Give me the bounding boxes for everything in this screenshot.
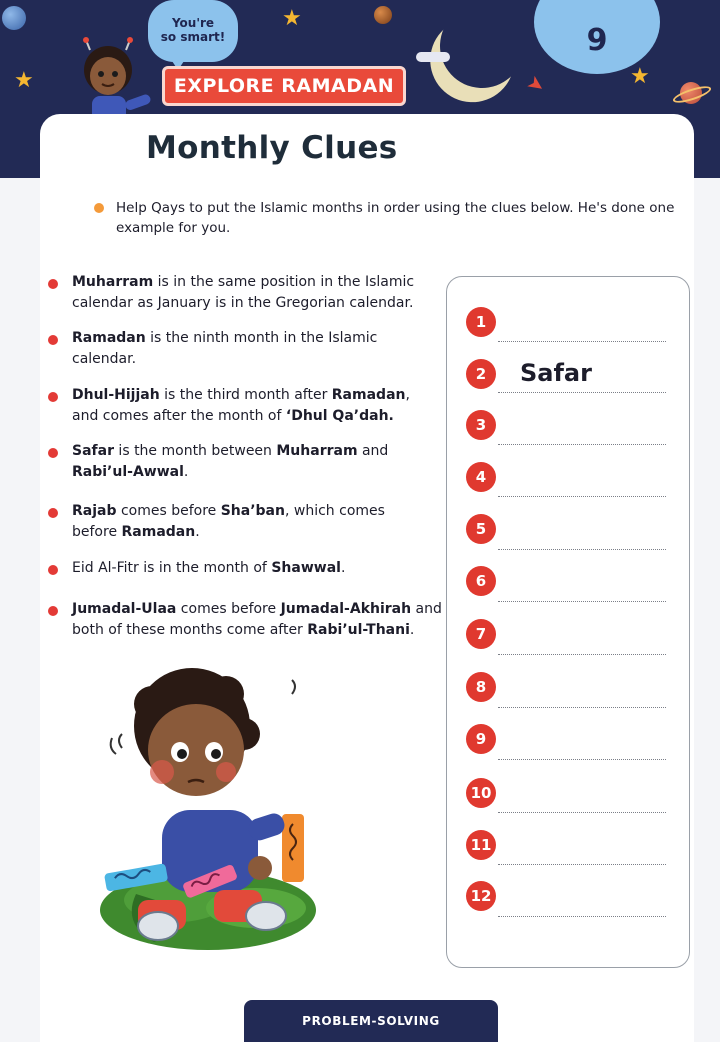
- rocket-icon: ➤: [522, 69, 551, 99]
- bullet-icon: [48, 508, 58, 518]
- clue-text: .: [409, 622, 415, 638]
- clue-keyword: Ramadan: [72, 330, 146, 346]
- clue-text: , and comes after the month of: [72, 387, 410, 424]
- bullet-icon: [48, 606, 58, 616]
- cloud-icon: [416, 52, 450, 62]
- answer-number-badge: 9: [466, 724, 496, 754]
- clue-keyword: ‘Dhul Qa’dah.: [285, 408, 394, 424]
- answer-number-badge: 8: [466, 672, 496, 702]
- clue-keyword: Jumadal-Ulaa: [72, 601, 177, 617]
- answer-line-5[interactable]: [498, 549, 666, 550]
- clue-keyword: Rabi’ul-Awwal: [72, 464, 184, 480]
- clue-keyword: Muharram: [276, 443, 358, 459]
- clue-text: is the third month after: [159, 387, 332, 403]
- footer-label: PROBLEM-SOLVING: [302, 1014, 440, 1028]
- planet-icon: [374, 6, 392, 24]
- clue-text: and both of these months come after: [72, 601, 442, 638]
- star-icon: ★: [630, 64, 650, 89]
- clue-item: [72, 501, 432, 543]
- star-icon: ★: [282, 6, 302, 31]
- answer-number-badge: 10: [466, 778, 496, 808]
- page-number: 9: [586, 23, 608, 58]
- boy-thinking-illustration: [96, 664, 320, 954]
- page-number-badge: [534, 0, 660, 74]
- answer-line-10[interactable]: [498, 812, 666, 813]
- answer-number-badge: 6: [466, 566, 496, 596]
- bullet-icon: [94, 203, 104, 213]
- clue-keyword: Shawwal: [271, 560, 341, 576]
- clue-text: comes before: [116, 503, 221, 519]
- section-banner: [162, 66, 406, 106]
- clue-item: [72, 599, 452, 641]
- clue-text: and: [357, 443, 389, 459]
- instruction-text: Help Qays to put the Islamic months in order using the clues below. He's done one example for you.: [116, 200, 675, 236]
- answer-line-4[interactable]: [498, 496, 666, 497]
- answer-line-2[interactable]: [498, 392, 666, 393]
- clue-text: .: [340, 560, 346, 576]
- section-banner-text: EXPLORE RAMADAN: [173, 75, 395, 97]
- speech-bubble-text: You're so smart!: [160, 16, 226, 44]
- answer-value-2: Safar: [520, 359, 592, 387]
- answer-line-11[interactable]: [498, 864, 666, 865]
- clue-text: comes before: [176, 601, 281, 617]
- bullet-icon: [48, 279, 58, 289]
- clue-text: is the month between: [113, 443, 277, 459]
- clue-keyword: Ramadan: [331, 387, 406, 403]
- answer-number-badge: 7: [466, 619, 496, 649]
- clue-text: .: [183, 464, 189, 480]
- answer-line-12[interactable]: [498, 916, 666, 917]
- moon-icon: [428, 0, 536, 100]
- answer-number-badge: 2: [466, 359, 496, 389]
- bullet-icon: [48, 392, 58, 402]
- answer-number-badge: 4: [466, 462, 496, 492]
- answer-number-badge: 12: [466, 881, 496, 911]
- clue-text: is in the same position in the Islamic calendar as January is in the Gregorian calendar.: [72, 274, 415, 311]
- bullet-icon: [48, 565, 58, 575]
- clue-keyword: Ramadan: [121, 524, 196, 540]
- footer-tab: [244, 1000, 498, 1042]
- clue-text: .: [195, 524, 200, 540]
- clue-keyword: Safar: [72, 443, 114, 459]
- clue-item: [72, 385, 432, 427]
- clue-text: Eid Al-Fitr is in the month of: [72, 560, 272, 576]
- clue-keyword: Dhul-Hijjah: [72, 387, 160, 403]
- page-title: Monthly Clues: [146, 130, 398, 166]
- clue-keyword: Rajab: [72, 503, 117, 519]
- answer-number-badge: 11: [466, 830, 496, 860]
- clue-item: [72, 558, 432, 579]
- speech-bubble: [148, 0, 238, 62]
- clue-keyword: Sha’ban: [220, 503, 285, 519]
- answer-number-badge: 3: [466, 410, 496, 440]
- answer-line-7[interactable]: [498, 654, 666, 655]
- answer-number-badge: 1: [466, 307, 496, 337]
- answer-line-8[interactable]: [498, 707, 666, 708]
- answer-line-6[interactable]: [498, 601, 666, 602]
- star-icon: ★: [14, 68, 34, 93]
- clue-keyword: Rabi’ul-Thani: [307, 622, 410, 638]
- bullet-icon: [48, 448, 58, 458]
- clue-text: , which comes before: [72, 503, 385, 540]
- saturn-icon: [680, 82, 702, 104]
- clue-item: [72, 441, 432, 483]
- answer-number-badge: 5: [466, 514, 496, 544]
- clue-text: is the ninth month in the Islamic calendar.: [72, 330, 378, 367]
- answer-line-1[interactable]: [498, 341, 666, 342]
- bullet-icon: [48, 335, 58, 345]
- answer-line-9[interactable]: [498, 759, 666, 760]
- clue-item: [72, 272, 432, 314]
- clue-keyword: Jumadal-Akhirah: [280, 601, 412, 617]
- answer-line-3[interactable]: [498, 444, 666, 445]
- clue-keyword: Muharram: [72, 274, 154, 290]
- clue-item: [72, 328, 432, 370]
- planet-icon: [2, 6, 26, 30]
